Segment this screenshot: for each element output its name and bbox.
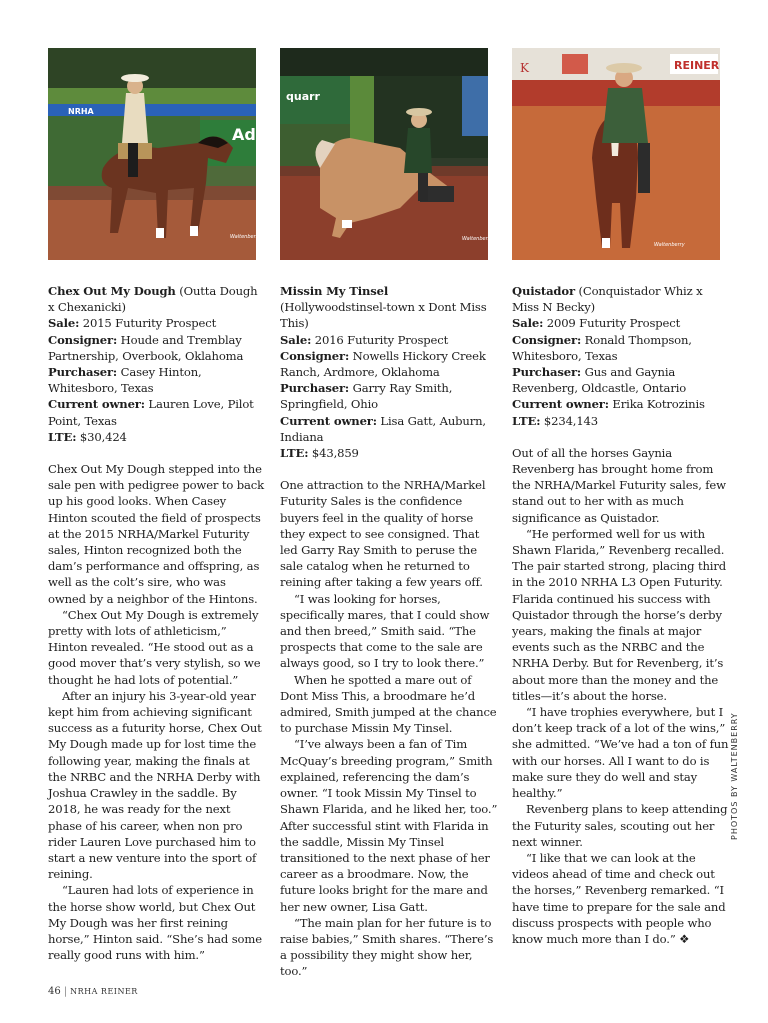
purchaser-value: Garry Ray Smith, Springfield, Ohio bbox=[280, 381, 453, 412]
lte-value: $30,424 bbox=[76, 429, 127, 444]
sale-line bbox=[280, 332, 498, 348]
column-quistador bbox=[512, 283, 730, 947]
sale-label: Sale: bbox=[280, 332, 312, 347]
horse-title bbox=[512, 283, 730, 315]
owner-line bbox=[48, 396, 266, 428]
sale-label: Sale: bbox=[48, 316, 80, 331]
horse-name: Chex Out My Dough bbox=[48, 284, 176, 298]
lte-label: LTE: bbox=[280, 446, 309, 461]
consignor-line bbox=[512, 332, 730, 364]
horse-title bbox=[48, 283, 266, 315]
paragraph: “I like that we can look at the videos ahead of time and check out the horses,” Revenberg remarked. “I have time to prepare for the sale and discuss prospects with people who know much more than I do.” ❖ bbox=[512, 850, 726, 946]
paragraph: “I’ve always been a fan of Tim McQuay’s breeding program,” Smith explained, referencing the dam’s owner. “I took Missin My Tinsel to Shawn Flarida, and he liked her, too.” After successful stint with Flarida in the saddle, Missin My Tinsel transitioned to the next phase of her career as a broodmare. Now, the future looks bright for the mare and her new owner, Lisa Gatt. bbox=[280, 737, 498, 914]
horse-name: Quistador bbox=[512, 284, 575, 298]
consignor-line bbox=[280, 348, 498, 380]
owner-value: Lauren Love, Pilot Point, Texas bbox=[48, 397, 254, 428]
paragraph: “Lauren had lots of experience in the horse show world, but Chex Out My Dough was her first reining horse,” Hinton said. “She’s had some really good runs with him.” bbox=[48, 883, 262, 963]
paragraph: “The main plan for her future is to raise babies,” Smith shares. “There’s a possibility they might show her, too.” bbox=[280, 915, 494, 979]
paragraph: “I was looking for horses, specifically mares, that I could show and then breed,” Smith said. “The prospects that come to the sale are always good, so I try to look there.” bbox=[280, 591, 490, 671]
sale-line bbox=[512, 315, 730, 331]
paragraph: One attraction to the NRHA/Markel Futurity Sales is the confidence buyers feel in the quality of horse they expect to see consigned. That led Garry Ray Smith to peruse the sale catalog when he returned to reining after taking a few years off. bbox=[280, 478, 486, 590]
horse-pedigree: (Hollywoodstinsel-town x Dont Miss This) bbox=[280, 300, 487, 331]
horse-name: Missin My Tinsel bbox=[280, 284, 389, 298]
arena-banner-text: NRHA bbox=[68, 107, 94, 116]
paragraph: “Chex Out My Dough is extremely pretty with lots of athleticism,” Hinton revealed. “He stood out as a good mover that’s very stylish, so we thought he had lots of potential.” bbox=[48, 607, 261, 687]
consignor-label: Consigner: bbox=[48, 332, 118, 347]
sponsor-sign-text: K bbox=[520, 61, 529, 75]
lte-label: LTE: bbox=[512, 413, 541, 428]
sale-value: 2009 Futurity Prospect bbox=[543, 316, 681, 331]
lte-value: $234,143 bbox=[540, 413, 599, 428]
owner-label: Current owner: bbox=[48, 397, 145, 412]
lte-line bbox=[280, 445, 498, 461]
owner-label: Current owner: bbox=[512, 397, 609, 412]
consignor-value: Houde and Tremblay Partnership, Overbook, Oklahoma bbox=[48, 332, 244, 363]
horse-pedigree: (Outta Dough x Chexanicki) bbox=[48, 284, 258, 315]
lte-line bbox=[48, 429, 266, 445]
horse-info-block bbox=[512, 283, 730, 429]
column-chex-out-my-dough bbox=[48, 283, 266, 963]
purchaser-label: Purchaser: bbox=[512, 365, 582, 380]
owner-value: Lisa Gatt, Auburn, Indiana bbox=[280, 413, 486, 444]
sponsor-sign-text: quarr bbox=[286, 90, 320, 103]
photo-chex-out-my-dough bbox=[48, 48, 267, 260]
owner-value: Erika Kotrozinis bbox=[608, 397, 705, 412]
folio-divider: | bbox=[63, 986, 68, 997]
horse-info-block bbox=[280, 283, 498, 461]
photo-missin-my-tinsel bbox=[280, 48, 493, 260]
article-body bbox=[512, 445, 730, 947]
arena-banner-text: REINER bbox=[674, 59, 720, 72]
sponsor-sign-text: Ade bbox=[232, 125, 267, 144]
page-number: 46 bbox=[48, 986, 61, 997]
publication-name: NRHA REINER bbox=[70, 987, 138, 996]
photo-watermark: Waltenberry bbox=[654, 242, 685, 248]
horse-title bbox=[280, 283, 498, 332]
purchaser-label: Purchaser: bbox=[48, 365, 118, 380]
horse-info-block bbox=[48, 283, 266, 445]
lte-value: $43,859 bbox=[308, 446, 359, 461]
photo-credit: PHOTOS BY WALTENBERRY bbox=[730, 712, 739, 840]
purchaser-line bbox=[512, 364, 730, 396]
consignor-value: Nowells Hickory Creek Ranch, Ardmore, Oklahoma bbox=[280, 348, 486, 380]
photo-watermark: Waltenberry bbox=[462, 236, 493, 242]
lte-label: LTE: bbox=[48, 429, 77, 444]
sale-label: Sale: bbox=[512, 316, 544, 331]
consignor-line bbox=[48, 332, 266, 364]
sale-value: 2015 Futurity Prospect bbox=[79, 316, 217, 331]
page-folio bbox=[48, 986, 138, 997]
paragraph: Chex Out My Dough stepped into the sale pen with pedigree power to back up his good looks. When Casey Hinton scouted the field of prospects at the 2015 NRHA/Markel Futurity sales, Hinton recognized both the dam’s performance and offspring, as well as the colt’s sire, who was owned by a neighbor of the Hintons. bbox=[48, 462, 264, 606]
consignor-value: Ronald Thompson, Whitesboro, Texas bbox=[512, 332, 692, 363]
owner-line bbox=[512, 396, 730, 412]
paragraph: Out of all the horses Gaynia Revenberg has brought home from the NRHA/Markel Futurity sales, few stand out to her with as much significance as Quistador. bbox=[512, 445, 726, 525]
purchaser-label: Purchaser: bbox=[280, 381, 350, 396]
consignor-label: Consigner: bbox=[280, 348, 350, 363]
paragraph: When he spotted a mare out of Dont Miss This, a broodmare he’d admired, Smith jumped at the chance to purchase Missin My Tinsel. bbox=[280, 672, 497, 736]
sale-line bbox=[48, 315, 266, 331]
purchaser-line bbox=[48, 364, 266, 396]
sale-value: 2016 Futurity Prospect bbox=[311, 332, 449, 347]
owner-line bbox=[280, 413, 498, 445]
article-body bbox=[48, 461, 266, 963]
paragraph: After an injury his 3-year-old year kept him from achieving significant success as a futurity horse, Chex Out My Dough made up for lost time the following year, making the finals at the NRBC and the NRHA Derby with Joshua Crawley in the saddle. By 2018, he was ready for the next phase of his career, when non pro rider Lauren Love purchased him to start a new venture into the sport of reining. bbox=[48, 688, 262, 882]
article-body bbox=[280, 477, 498, 979]
consignor-label: Consigner: bbox=[512, 332, 582, 347]
paragraph: Revenberg plans to keep attending the Futurity sales, scouting out her next winner. bbox=[512, 802, 728, 849]
photo-watermark: Waltenberry bbox=[230, 234, 261, 240]
purchaser-value: Casey Hinton, Whitesboro, Texas bbox=[48, 365, 202, 396]
owner-label: Current owner: bbox=[280, 413, 377, 428]
paragraph: “I have trophies everywhere, but I don’t keep track of a lot of the wins,” she admitted. “We’ve had a ton of fun with our horses. All I want to do is make sure they do well and stay healthy.” bbox=[512, 705, 729, 801]
lte-line bbox=[512, 413, 730, 429]
purchaser-line bbox=[280, 380, 498, 412]
photo-quistador bbox=[512, 48, 720, 260]
paragraph: “He performed well for us with Shawn Flarida,” Revenberg recalled. The pair started strong, placing third in the 2010 NRHA L3 Open Futurity. Flarida continued his success with Quistador through the horse’s derby years, making the finals at major events such as the NRBC and the NRHA Derby. But for Revenberg, it’s about more than the money and the titles—it’s about the horse. bbox=[512, 526, 727, 703]
purchaser-value: Gus and Gaynia Revenberg, Oldcastle, Ontario bbox=[512, 365, 687, 396]
horse-pedigree: (Conquistador Whiz x Miss N Becky) bbox=[512, 284, 703, 315]
column-missin-my-tinsel bbox=[280, 283, 498, 980]
